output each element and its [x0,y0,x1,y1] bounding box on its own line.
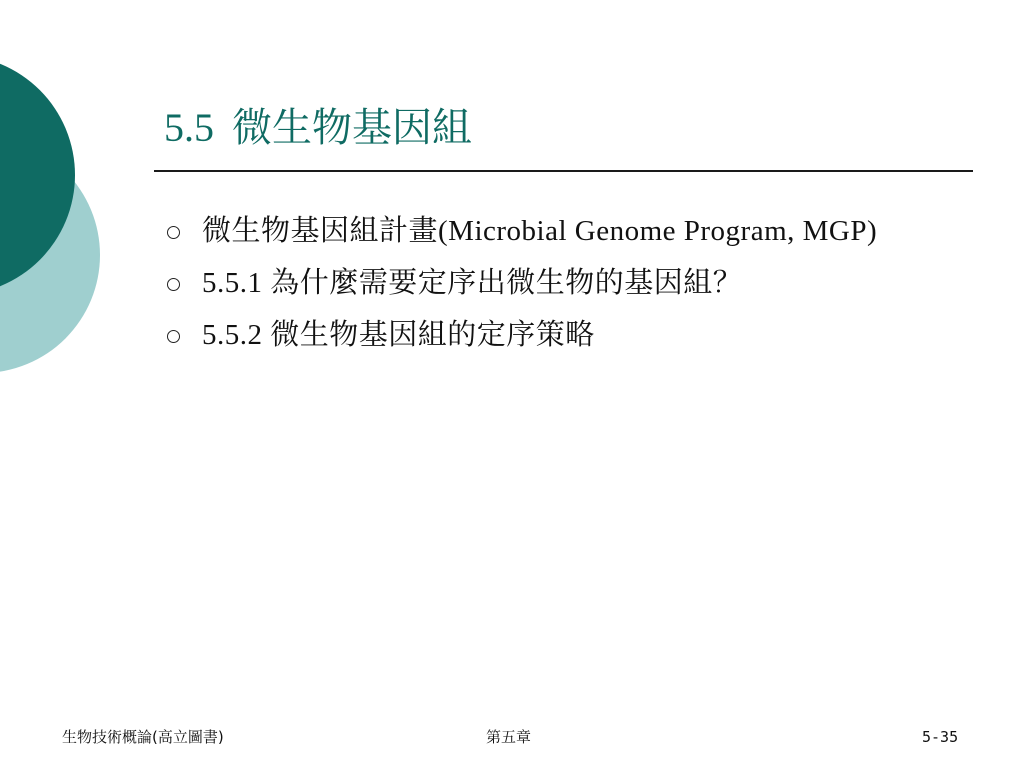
decorative-circles [0,0,110,420]
bullet-item [164,314,904,358]
bullet-text: 5.5.1 為什麼需要定序出微生物的基因組？ [202,267,743,299]
slide-title [164,98,472,158]
footer-book-title: 生物技術概論(高立圖書) [62,728,224,746]
title-number: 5.5 [164,105,214,150]
title-text: 微生物基因組 [232,105,472,151]
footer-page-number: 5-35 [922,728,959,746]
bullet-item [164,262,904,306]
bullet-item [164,210,904,254]
hollow-circle-bullet-icon [164,210,202,254]
bullet-list [164,210,904,366]
hollow-circle-bullet-icon [164,314,202,358]
bullet-text: 微生物基因組計畫(Microbial Genome Program, MGP) [202,215,878,247]
footer-chapter: 第五章 [486,728,532,746]
title-divider [154,170,973,172]
bullet-text: 5.5.2 微生物基因組的定序策略 [202,319,595,351]
hollow-circle-bullet-icon [164,262,202,306]
